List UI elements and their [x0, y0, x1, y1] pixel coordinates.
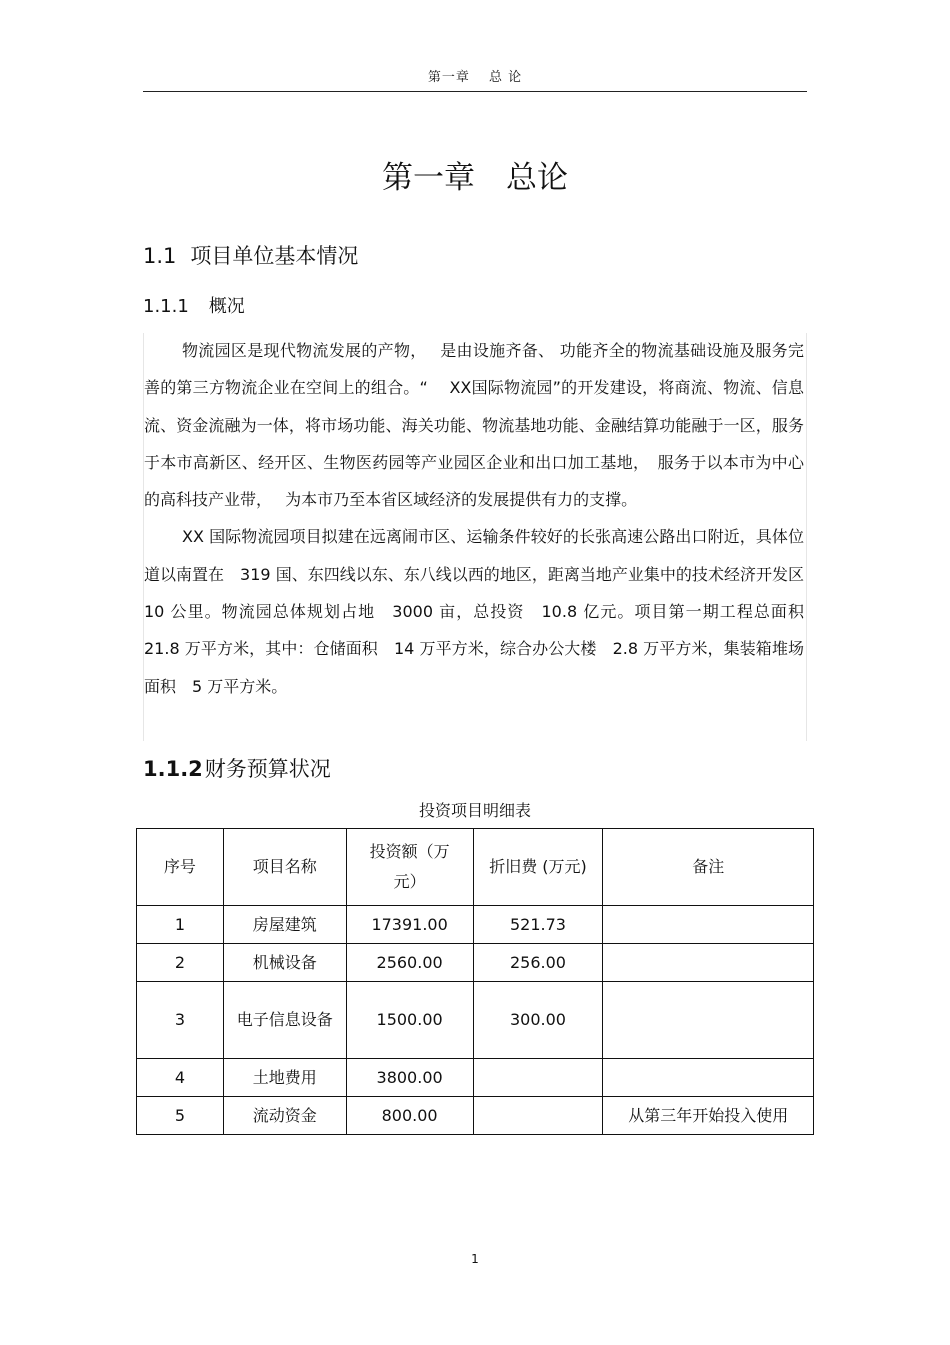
table-cell: 17391.00 — [346, 906, 473, 944]
table-cell — [473, 1097, 603, 1135]
table-header-row — [137, 829, 814, 906]
section-number: 1.1 — [143, 244, 177, 268]
table-cell: 3800.00 — [346, 1059, 473, 1097]
running-header: 第一章 总 论 — [427, 70, 523, 85]
table-caption: 投资项目明细表 — [418, 801, 531, 820]
subsection-number: 1.1.2 — [143, 757, 203, 781]
chapter-title: 第一章 总论 — [382, 160, 568, 196]
table-cell: 256.00 — [473, 944, 603, 982]
table-cell: 5 — [137, 1097, 224, 1135]
table-cell: 从第三年开始投入使用 — [603, 1097, 814, 1135]
table-row — [137, 906, 814, 944]
table-cell — [603, 1059, 814, 1097]
table-cell: 300.00 — [473, 982, 603, 1059]
subsection-heading-overview — [143, 292, 245, 318]
section-heading — [143, 240, 358, 270]
subsection-title: 财务预算状况 — [204, 757, 331, 781]
table-cell — [603, 906, 814, 944]
section-title: 项目单位基本情况 — [190, 244, 359, 268]
table-row — [137, 944, 814, 982]
table-cell: 流动资金 — [223, 1097, 346, 1135]
subsection-heading-budget — [143, 753, 331, 783]
table-cell: 4 — [137, 1059, 224, 1097]
table-cell: 房屋建筑 — [223, 906, 346, 944]
header-cell: 备注 — [603, 829, 814, 906]
table-cell: 机械设备 — [223, 944, 346, 982]
subsection-title: 概况 — [208, 296, 245, 317]
table-cell — [473, 1059, 603, 1097]
table-cell: 3 — [137, 982, 224, 1059]
header-rule — [143, 91, 807, 92]
table-row — [137, 982, 814, 1059]
subsection-number: 1.1.1 — [143, 296, 189, 317]
investment-table — [136, 828, 814, 1135]
overview-body — [143, 333, 821, 741]
table-cell — [603, 944, 814, 982]
table-row — [137, 1059, 814, 1097]
paragraph-2: XX 国际物流园项目拟建在远离闹市区、运输条件较好的长张高速公路出口附近，具体位道以南置在 319 国、东四线以东、东八线以西的地区，距离当地产业集中的技术经济开发区 10 公里。物流园总体规划占地 3000 亩，总投资 10.8 亿元。项目第一期工程总面积 21.8 万平方米，其中：仓储面积 14 万平方米，综合办公大楼 2.8 万平方米，集装箱堆场面积 5 万平方米。 — [144, 527, 821, 696]
table-row — [137, 1097, 814, 1135]
page-number: 1 — [471, 1252, 479, 1266]
header-cell: 折旧费 (万元) — [473, 829, 603, 906]
header-cell: 项目名称 — [223, 829, 346, 906]
table-cell — [603, 982, 814, 1059]
paragraph-1: 物流园区是现代物流发展的产物， 是由设施齐备、 功能齐全的物流基础设施及服务完善的第三方物流企业在空间上的组合。“ XX国际物流园”的开发建设，将商流、物流、信息流、资金流融为一体，将市场功能、海关功能、物流基地功能、金融结算功能融于一区，服务于本市高新区、经开区、生物医药园等产业园区企业和出口加工基地， 服务于以本市为中心的高科技产业带， 为本市乃至本省区域经济的发展提供有力的支撑。 — [144, 341, 804, 510]
table-cell: 1 — [137, 906, 224, 944]
table-cell: 2 — [137, 944, 224, 982]
table-cell: 电子信息设备 — [223, 982, 346, 1059]
table-cell: 521.73 — [473, 906, 603, 944]
table-cell: 土地费用 — [223, 1059, 346, 1097]
table-cell: 1500.00 — [346, 982, 473, 1059]
table-cell: 2560.00 — [346, 944, 473, 982]
header-cell: 序号 — [137, 829, 224, 906]
table-cell: 800.00 — [346, 1097, 473, 1135]
header-cell: 投资额（万元） — [346, 829, 473, 906]
